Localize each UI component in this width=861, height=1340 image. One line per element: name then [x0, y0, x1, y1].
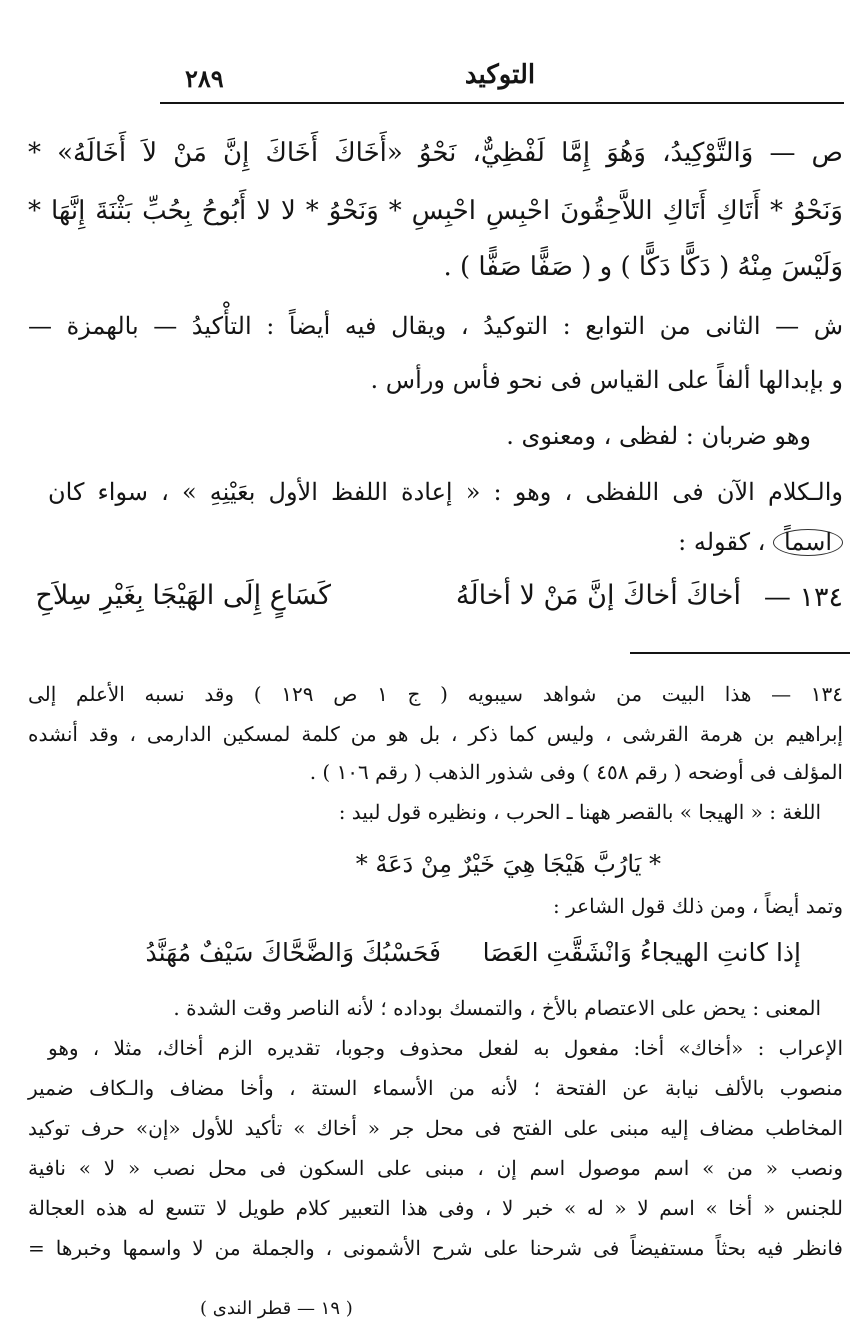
- footnote-line-3: المؤلف فى أوضحه ( رقم ٤٥٨ ) وفى شذور الذهب ( رقم ١٠٦ ) .: [309, 760, 843, 784]
- sharh-line-4: والـكلام الآن فى اللفظى ، وهو : « إعادة اللفظ الأول بعَيْنِهِ » ، سواء كان: [48, 478, 843, 506]
- chapter-title: التوكيد: [464, 60, 536, 90]
- footnote-line-10: ونصب « من » اسم موصول اسم إن ، مبنى على السكون فى محل نصب « لا » نافية: [28, 1156, 843, 1180]
- running-header: [160, 60, 840, 100]
- signature-mark: ( ١٩ — قطر الندى ): [200, 1298, 353, 1319]
- footnote-line-5: وتمد أيضاً ، ومن ذلك قول الشاعر :: [553, 894, 843, 918]
- footnote-line-9: المخاطب مضاف إليه مبنى على الفتح فى محل جر « أخاك » تأكيد للأول «إن» حرف توكيد: [28, 1116, 843, 1140]
- footnote-line-6: المعنى : يحض على الاعتصام بالأخ ، والتمسك بوداده ؛ لأنه الناصر وقت الشدة .: [173, 996, 821, 1020]
- half-verse: * يَارُبَّ هَيْجَا هِيَ خَيْرٌ مِنْ دَعَهْ *: [355, 850, 661, 878]
- footnote-line-12: فانظر فيه بحثاً مستفيضاً فى شرحنا على شرح الأشمونى ، والجملة من لا واسمها وخبرها =: [28, 1236, 843, 1260]
- verse-2-hemistich-1: إذا كانتِ الهيجاءُ وَانْشَقَّتِ العَصَا: [482, 938, 801, 967]
- footnote-line-4: اللغة : « الهيجا » بالقصر ههنا ـ الحرب ، ونظيره قول لبيد :: [338, 800, 821, 824]
- sharh-line-2: و بإبدالها ألفاً على القياس فى نحو فأس ورأس .: [370, 366, 843, 394]
- sharh-line-1: ش — الثانى من التوابع : التوكيدُ ، ويقال فيه أيضاً : التأْكيدُ — بالهمزة —: [28, 312, 843, 340]
- sharh-line-5-rest: ، كقوله :: [678, 528, 766, 556]
- verse-hemistich-1: أخاكَ أخاكَ إنَّ مَنْ لا أخالَهُ: [455, 580, 741, 611]
- footnote-line-11: للجنس « أخا » اسم لا « له » خبر لا ، وفى هذا التعبير كلام طويل لا تتسع له هذه العجالة: [28, 1196, 843, 1220]
- footnote-line-2: إبراهيم بن هرمة القرشى ، وليس كما ذكر ، بل هو من كلمة لمسكين الدارمى ، وقد أنشده: [28, 722, 843, 746]
- matn-line-1: ص — وَالتَّوْكِيدُ، وَهُوَ إِمَّا لَفْظِيٌّ، نَحْوُ «أَخَاكَ أَخَاكَ إِنَّ مَنْ لاَ أَخَالَهُ» *: [28, 138, 843, 168]
- sharh-line-5: [678, 528, 843, 556]
- circled-word: اسماً: [773, 529, 843, 556]
- footnote-line-8: منصوب بالألف نيابة عن الفتحة ؛ لأنه من الأسماء الستة ، وأخا مضاف والـكاف ضمير: [28, 1076, 843, 1100]
- matn-line-2: وَنَحْوُ * أَتَاكِ أَتَاكِ اللاَّحِقُونَ احْبِسِ احْبِسِ * وَنَحْوُ * لا لا أَبُوحُ بِحُبِّ بَثْنَةَ إِنَّهَا *: [28, 196, 843, 226]
- footnote-line-1: ١٣٤ — هذا البيت من شواهد سيبويه ( ج ١ ص ١٢٩ ) وقد نسبه الأعلم إلى: [28, 682, 844, 706]
- page-number: ٢٨٩: [185, 64, 224, 93]
- footnote-line-7: الإعراب : «أخاك» أخا: مفعول به لفعل محذوف وجوبا، تقديره الزم أخاك، مثلا ، وهو: [48, 1036, 843, 1060]
- verse-hemistich-2: كَسَاعٍ إِلَى الهَيْجَا بِغَيْرِ سِلاَحِ: [35, 580, 331, 611]
- verse-2-hemistich-2: فَحَسْبُكَ وَالضَّحَّاكَ سَيْفٌ مُهَنَّدُ: [145, 938, 441, 967]
- verse-number: ١٣٤ —: [763, 582, 843, 613]
- header-rule: [160, 102, 844, 104]
- matn-line-3: وَلَيْسَ مِنْهُ ( دَكًّا دَكًّا ) و ( صَفًّا صَفًّا ) .: [443, 252, 843, 282]
- sharh-line-3: وهو ضربان : لفظى ، ومعنوى .: [506, 422, 811, 450]
- footnote-rule: [630, 652, 850, 654]
